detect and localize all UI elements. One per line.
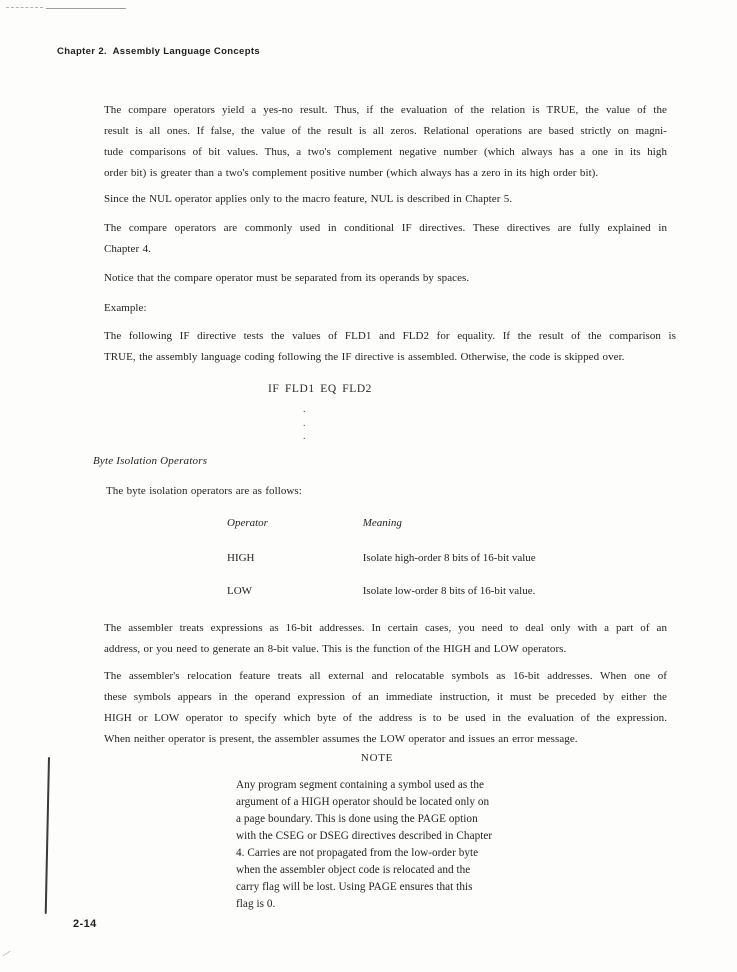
text-line: carry flag will be lost. Using PAGE ensures that this bbox=[236, 881, 473, 893]
scan-artifact-dash bbox=[6, 7, 43, 8]
table-cell-meaning-low: Isolate low-order 8 bits of 16-bit value. bbox=[362, 585, 536, 597]
text-line: The assembler's relocation feature treats all external and relocatable symbols as 16-bit addresses. When one of bbox=[104, 670, 667, 682]
paragraph-nul-operator: Since the NUL operator applies only to the macro feature, NUL is described in Chapter 5. bbox=[104, 193, 513, 205]
text-line: 4. Carries are not propagated from the low-order byte bbox=[236, 847, 479, 859]
paragraph-relocation-feature bbox=[104, 666, 667, 750]
code-if-directive: IF FLD1 EQ FLD2 bbox=[268, 383, 372, 395]
paragraph-notice-spaces: Notice that the compare operator must be separated from its operands by spaces. bbox=[104, 272, 470, 284]
text-line: argument of a HIGH operator should be located only on bbox=[236, 796, 490, 808]
table-header-row bbox=[227, 517, 402, 529]
table-header-meaning: Meaning bbox=[362, 517, 402, 529]
table-cell-meaning-high: Isolate high-order 8 bits of 16-bit value bbox=[362, 552, 536, 564]
note-title: NOTE bbox=[360, 752, 394, 764]
text-line: address, or you need to generate an 8-bit value. This is the function of the HIGH and LOW operators. bbox=[104, 643, 567, 655]
text-line: . bbox=[303, 431, 306, 442]
paragraph-if-directives bbox=[104, 218, 667, 260]
text-line: The following IF directive tests the values of FLD1 and FLD2 for equality. If the result of the comparison is bbox=[104, 330, 676, 342]
text-line: a page boundary. This is done using the PAGE option bbox=[236, 813, 478, 825]
text-line: The assembler treats expressions as 16-bit addresses. In certain cases, you need to deal only with a part of an bbox=[104, 622, 667, 634]
text-line: TRUE, the assembly language coding following the IF directive is assembled. Otherwise, the code is skipped over. bbox=[104, 351, 625, 363]
note-body bbox=[236, 777, 570, 913]
table-row bbox=[227, 552, 536, 564]
text-line: tude comparisons of bit values. Thus, a two's complement negative number (which always has a one in its high bbox=[104, 146, 667, 158]
text-line: . bbox=[303, 417, 306, 429]
text-line: . bbox=[303, 404, 306, 415]
text-line: these symbols appears in the operand expression of an immediate instruction, it must be preceded by either the bbox=[104, 691, 667, 703]
text-line: when the assembler object code is relocated and the bbox=[236, 864, 471, 876]
text-line: with the CSEG or DSEG directives described in Chapter bbox=[236, 830, 493, 842]
scan-artifact-solid bbox=[46, 8, 126, 9]
table-header-operator: Operator bbox=[227, 517, 268, 529]
table-cell-operator-low: LOW bbox=[227, 585, 253, 597]
paragraph-example-description bbox=[104, 326, 676, 368]
text-line: HIGH or LOW operator to specify which byte of the address is to be used in the evaluation of the expression. bbox=[104, 712, 667, 724]
scan-artifact-line bbox=[6, 6, 126, 10]
text-line: The compare operators are commonly used in conditional IF directives. These directives are fully explained in bbox=[104, 222, 667, 234]
example-label: Example: bbox=[104, 302, 147, 314]
text-line: flag is 0. bbox=[236, 898, 276, 910]
table-cell-operator-high: HIGH bbox=[227, 552, 255, 564]
section-heading-byte-isolation: Byte Isolation Operators bbox=[93, 455, 208, 467]
text-line: Chapter 4. bbox=[104, 243, 151, 255]
revision-change-bar bbox=[45, 757, 50, 914]
table-row bbox=[227, 585, 535, 597]
vertical-ellipsis bbox=[303, 403, 306, 444]
running-header: Chapter 2. Assembly Language Concepts bbox=[57, 46, 260, 57]
text-line: When neither operator is present, the assembler assumes the LOW operator and issues an error message. bbox=[104, 733, 578, 745]
scan-artifact-corner bbox=[2, 951, 10, 957]
text-line: order bit) is greater than a two's complement positive number (which always has a zero in its high order bit). bbox=[104, 167, 599, 179]
text-line: Any program segment containing a symbol used as the bbox=[236, 779, 485, 791]
text-line: result is all ones. If false, the value of the result is all zeros. Relational operations are based strictly on magni- bbox=[104, 125, 667, 137]
page-number: 2-14 bbox=[73, 918, 97, 930]
section-intro: The byte isolation operators are as follows: bbox=[106, 485, 302, 497]
paragraph-assembler-expressions bbox=[104, 618, 667, 660]
text-line: The compare operators yield a yes-no result. Thus, if the evaluation of the relation is TRUE, the value of the bbox=[104, 104, 667, 116]
paragraph-compare-operators bbox=[104, 100, 667, 184]
